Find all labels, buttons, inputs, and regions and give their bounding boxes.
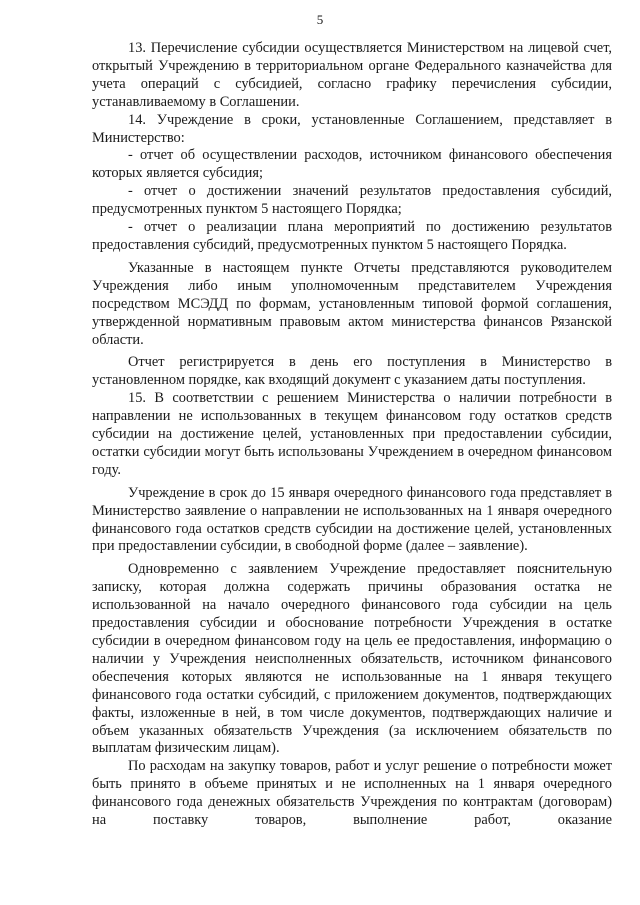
- paragraph-14: 14. Учреждение в сроки, установленные Соглашением, представляет в Министерство:: [92, 111, 612, 146]
- paragraph-report-registration: Отчет регистрируется в день его поступления в Министерство в установленном порядке, как входящий документ с указанием даты поступления.: [92, 354, 612, 389]
- paragraph-explanatory-note: Одновременно с заявлением Учреждение предоставляет пояснительную записку, которая должна содержать причины образования остатка не использованной на начало очередного финансового года субсидии на цель предоставления субсидии и обоснование потребности Учреждения в остатке субсидии в очередном финансовом году на цель ее предоставления, информацию о наличии у Учреждения неисполненных обязательств, источником финансового обеспечения которых являются не использованные на 1 января текущего финансового года остатки субсидий, с приложением документов, подтверждающих факты, изложенные в ней, в том числе документов, подтверждающих наличие и объем указанных обязательств Учреждения (за исключением обязательств по выплатам физическим лицам).: [92, 561, 612, 757]
- list-item-report-expenses: - отчет об осуществлении расходов, источником финансового обеспечения которых является субсидия;: [92, 147, 612, 182]
- document-body: [92, 40, 612, 834]
- list-item-report-plan: - отчет о реализации плана мероприятий по достижению результатов предоставления субсидий, предусмотренных пунктом 5 настоящего Порядка.: [92, 219, 612, 253]
- list-item-report-results: - отчет о достижении значений результатов предоставления субсидий, предусмотренных пунктом 5 настоящего Порядка;: [92, 183, 612, 218]
- paragraph-13: 13. Перечисление субсидии осуществляется Министерством на лицевой счет, открытый Учреждению в территориальном органе Федерального казначейства для учета операций с субсидией, согласно графику перечисления субсидии, устанавливаемому в Соглашении.: [92, 40, 612, 110]
- paragraph-application: Учреждение в срок до 15 января очередного финансового года представляет в Министерство заявление о направлении не использованных на 1 января очередного финансового года остатков средств субсидии на достижение целей, установленных при предоставлении субсидии, в свободной форме (далее – заявление).: [92, 484, 612, 555]
- paragraph-15: 15. В соответствии с решением Министерства о наличии потребности в направлении не использованных в текущем финансовом году остатков средств субсидии на достижение целей, установленных при предоставлении субсидии, остатки субсидии могут быть использованы Учреждением в очередном финансовом году.: [92, 390, 612, 478]
- paragraph-reports-submission: Указанные в настоящем пункте Отчеты представляются руководителем Учреждения либо иным уполномоченным представителем Учреждения посредством МСЭДД по формам, установленным типовой формой соглашения, утвержденной нормативным правовым актом министерства финансов Рязанской области.: [92, 259, 612, 348]
- paragraph-procurement: По расходам на закупку товаров, работ и услуг решение о потребности может быть принято в объеме принятых и не исполненных на 1 января очередного финансового года денежных обязательств Учреждения по контрактам (договорам) на поставку товаров, выполнение работ, оказание: [92, 758, 612, 829]
- page-number: 5: [316, 12, 324, 27]
